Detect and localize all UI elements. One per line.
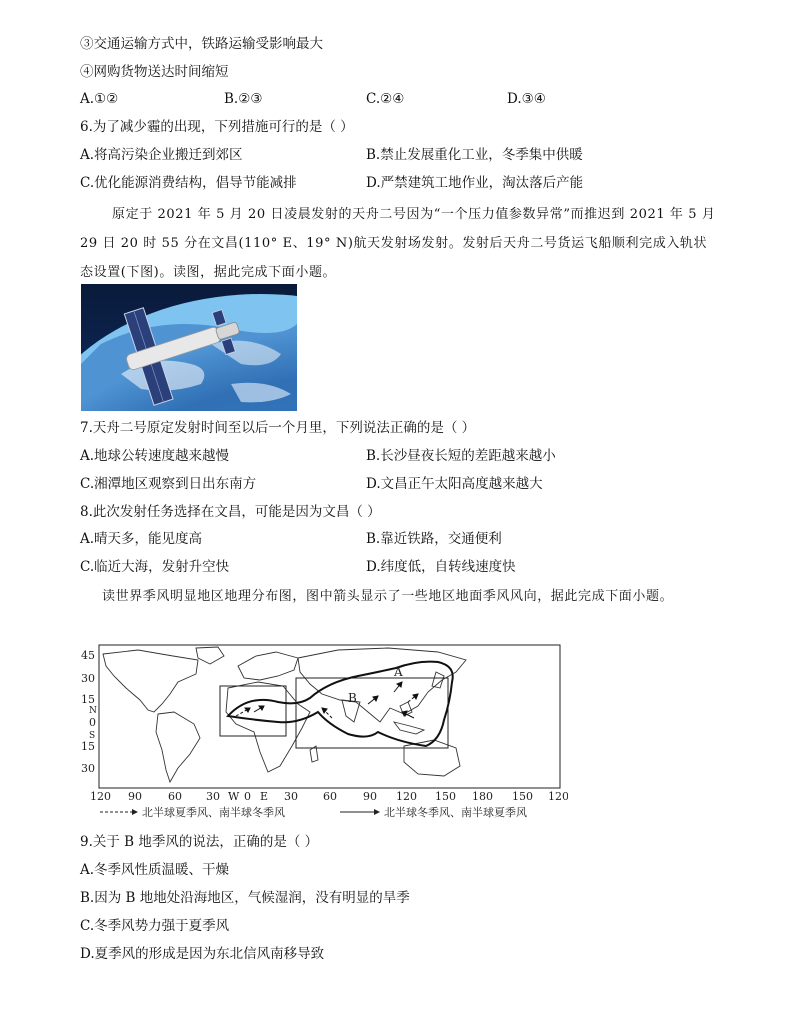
x-tick-120w: 120 bbox=[90, 790, 111, 803]
x-tick-60w: 60 bbox=[168, 790, 182, 803]
q6-choice-c: C.优化能源消费结构，倡导节能减排 bbox=[80, 175, 297, 191]
x-tick-120w-right: 120 bbox=[548, 790, 568, 803]
y-tick-45n: 45 bbox=[81, 649, 95, 662]
q5-choice-c: C.②④ bbox=[366, 91, 405, 107]
q9-choice-c: C.冬季风势力强于夏季风 bbox=[80, 918, 230, 934]
q7-choice-a: A.地球公转速度越来越慢 bbox=[80, 448, 230, 464]
q8-choice-d: D.纬度低，自转线速度快 bbox=[366, 559, 516, 575]
q7-stem: 7.天舟二号原定发射时间至以后一个月里，下列说法正确的是（ ） bbox=[80, 420, 476, 436]
box-west-africa bbox=[220, 686, 286, 736]
x-tick-30e: 30 bbox=[284, 790, 298, 803]
x-tick-w: W bbox=[228, 790, 240, 803]
q6-choice-b: B.禁止发展重化工业，冬季集中供暖 bbox=[366, 147, 583, 163]
label-a: A bbox=[394, 665, 403, 679]
continent-outlines bbox=[103, 647, 466, 782]
q9-choice-b: B.因为 B 地地处沿海地区，气候湿润，没有明显的旱季 bbox=[80, 890, 410, 906]
y-tick-n: N bbox=[89, 706, 97, 716]
q7-choice-c: C.湘潭地区观察到日出东南方 bbox=[80, 476, 257, 492]
y-tick-15s: 15 bbox=[81, 740, 95, 753]
y-tick-30s: 30 bbox=[81, 762, 95, 775]
legend-solid-label: 北半球冬季风、南半球夏季风 bbox=[384, 806, 527, 819]
x-tick-90e: 90 bbox=[363, 790, 377, 803]
q6-stem: 6.为了减少霾的出现，下列措施可行的是（ ） bbox=[80, 119, 354, 135]
q8-choice-a: A.晴天多，能见度高 bbox=[80, 531, 203, 547]
q5-choice-a: A.①② bbox=[80, 91, 119, 107]
legend-dashed-label: 北半球夏季风、南半球冬季风 bbox=[142, 806, 285, 819]
spacecraft-photo bbox=[81, 284, 297, 411]
q7-choice-b: B.长沙昼夜长短的差距越来越小 bbox=[366, 448, 556, 464]
x-tick-0: 0 bbox=[244, 790, 251, 803]
y-tick-30n: 30 bbox=[81, 672, 95, 685]
option-line-4: ④网购货物送达时间缩短 bbox=[80, 64, 229, 80]
y-tick-0: 0 bbox=[89, 716, 96, 729]
monsoon-region-boundary bbox=[228, 662, 453, 746]
x-tick-180: 180 bbox=[472, 790, 493, 803]
q9-choice-d: D.夏季风的形成是因为东北信风南移导致 bbox=[80, 946, 325, 962]
x-tick-e: E bbox=[260, 790, 269, 803]
x-tick-120e: 120 bbox=[396, 790, 417, 803]
q8-choice-c: C.临近大海，发射升空快 bbox=[80, 559, 230, 575]
q8-stem: 8.此次发射任务选择在文昌，可能是因为文昌（ ） bbox=[80, 504, 381, 520]
x-tick-60e: 60 bbox=[323, 790, 337, 803]
q7-choice-d: D.文昌正午太阳高度越来越大 bbox=[366, 476, 543, 492]
q5-choice-d: D.③④ bbox=[507, 91, 546, 107]
x-tick-150w: 150 bbox=[512, 790, 533, 803]
monsoon-map bbox=[78, 642, 568, 822]
q9-choice-a: A.冬季风性质温暖、干燥 bbox=[80, 862, 230, 878]
q6-choice-a: A.将高污染企业搬迁到郊区 bbox=[80, 147, 243, 163]
map-legend bbox=[100, 805, 527, 819]
q9-stem: 9.关于 B 地季风的说法，正确的是（ ） bbox=[80, 834, 319, 850]
y-tick-s: S bbox=[89, 731, 96, 741]
x-tick-30w: 30 bbox=[206, 790, 220, 803]
passage-tianzhou: 原定于 2021 年 5 月 20 日凌晨发射的天舟二号因为“一个压力值参数异常”而推迟到 2021 年 5 月 29 日 20 时 55 分在文昌(110° E、19° N)航天发射场发射。发射后天舟二号货运飞船顺利完成入轨状态设置(下图)。读图，据此完成下面小题。 bbox=[80, 207, 716, 280]
option-line-3: ③交通运输方式中，铁路运输受影响最大 bbox=[80, 36, 323, 52]
x-tick-90w: 90 bbox=[128, 790, 142, 803]
label-b: B bbox=[348, 691, 357, 705]
q5-choice-b: B.②③ bbox=[224, 91, 263, 107]
y-tick-15n: 15 bbox=[81, 693, 95, 706]
q8-choice-b: B.靠近铁路，交通便利 bbox=[366, 531, 502, 547]
passage-monsoon: 读世界季风明显地区地理分布图，图中箭头显示了一些地区地面季风风向，据此完成下面小题。 bbox=[102, 589, 674, 604]
x-tick-150e: 150 bbox=[435, 790, 456, 803]
q6-choice-d: D.严禁建筑工地作业，淘汰落后产能 bbox=[366, 175, 584, 191]
